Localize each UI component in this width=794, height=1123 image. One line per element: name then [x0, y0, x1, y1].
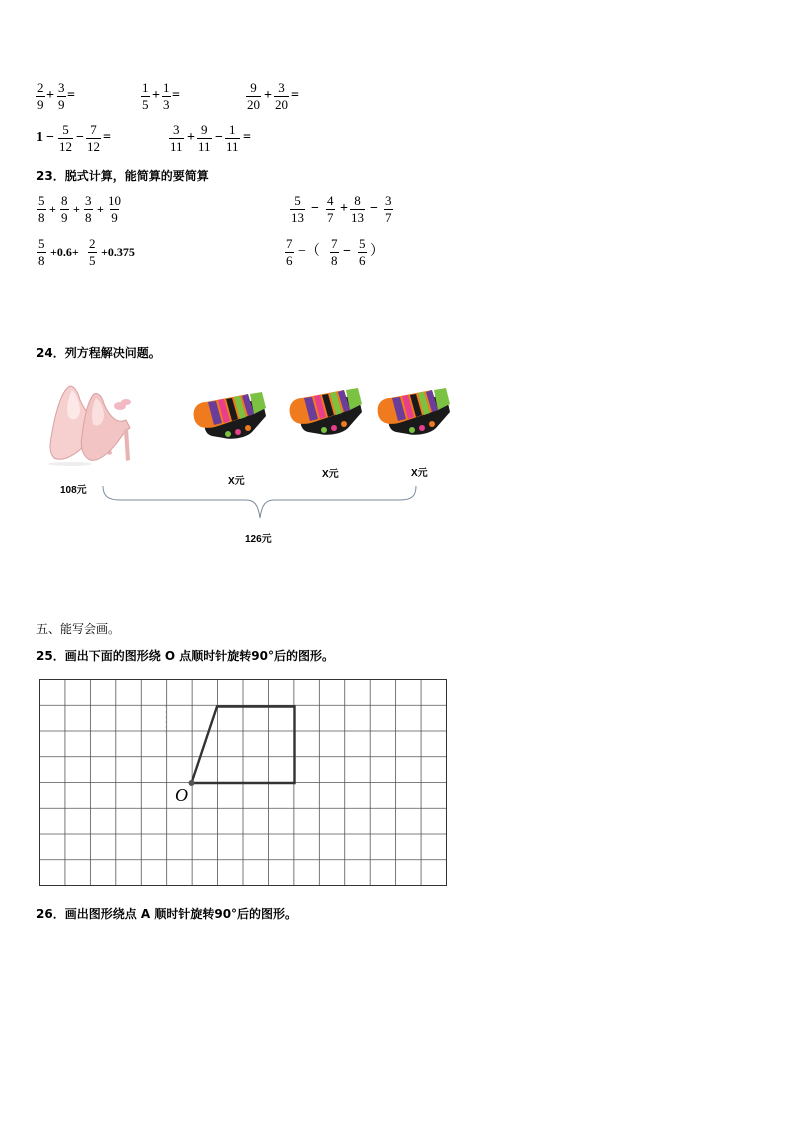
fraction: $\frac{8}{13}$: [351, 193, 364, 225]
fraction: $\frac{2}{9}$: [37, 80, 44, 112]
sock-price-label: X元: [228, 476, 245, 487]
fraction: $\frac{4}{7}$: [327, 193, 334, 225]
fraction: $\frac{5}{6}$: [359, 236, 366, 268]
fraction: $\frac{2}{5}$: [89, 236, 96, 268]
fraction: $\frac{9}{20}$: [247, 80, 260, 112]
point-o-label: O: [175, 785, 188, 805]
fraction: $\frac{1}{11}$: [226, 122, 239, 154]
question-25-title: 25．画出下面的图形绕 O 点顺时针旋转90°后的图形。: [36, 649, 334, 663]
fraction: $\frac{5}{13}$: [291, 193, 304, 225]
fraction: $\frac{1}{5}$: [142, 80, 149, 112]
fraction: $\frac{7}{6}$: [286, 236, 293, 268]
fraction: $\frac{9}{11}$: [198, 122, 211, 154]
fraction: $\frac{8}{9}$: [61, 193, 68, 225]
striped-socks-image: [372, 386, 452, 442]
fraction: $\frac{3}{8}$: [85, 193, 92, 225]
fraction: $\frac{3}{20}$: [275, 80, 288, 112]
fraction: $\frac{1}{3}$: [163, 80, 170, 112]
fraction: $\frac{5}{8}$: [38, 193, 45, 225]
fraction: $\frac{5}{8}$: [38, 236, 45, 268]
shoe-price-label: 108元: [60, 485, 87, 496]
fraction: $\frac{3}{9}$: [58, 80, 65, 112]
total-price-label: 126元: [245, 534, 272, 545]
sock-price-label: X元: [322, 469, 339, 480]
fraction: $\frac{10}{9}$: [108, 193, 121, 225]
high-heel-shoes-image: [40, 380, 132, 468]
section-5-title: 五、能写会画。: [36, 622, 121, 636]
question-23-title: 23．脱式计算，能简算的要简算: [36, 169, 209, 183]
fraction: $\frac{7}{8}$: [331, 236, 338, 268]
striped-socks-image: [284, 386, 364, 442]
fraction: $\frac{7}{12}$: [87, 122, 100, 154]
fraction: $\frac{3}{7}$: [385, 193, 392, 225]
sock-price-label: X元: [411, 468, 428, 479]
rotation-grid: [38, 678, 450, 888]
fraction: $\frac{5}{12}$: [59, 122, 72, 154]
striped-socks-image: [188, 390, 268, 446]
total-brace: [100, 484, 420, 526]
fraction: $\frac{3}{11}$: [170, 122, 183, 154]
point-o: [189, 780, 195, 786]
question-24-title: 24．列方程解决问题。: [36, 346, 161, 360]
question-26-title: 26．画出图形绕点 A 顺时针旋转90°后的图形。: [36, 907, 298, 921]
